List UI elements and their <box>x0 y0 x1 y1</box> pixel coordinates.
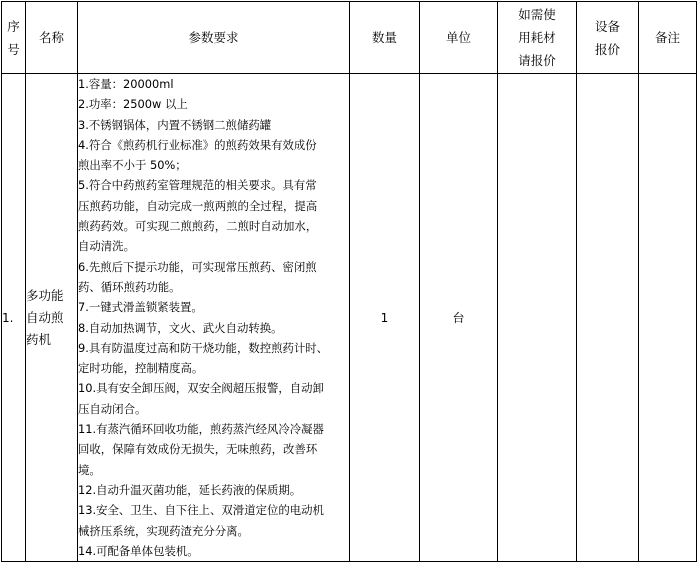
parameter-line: 1.容量：20000ml <box>78 77 174 91</box>
row-remarks-cell <box>639 74 697 562</box>
header-serial-number: 序 号 <box>2 2 26 74</box>
row-parameter-list <box>78 74 350 562</box>
parameter-line: 8.自动加热调节，文火、武火自动转换。 <box>78 320 283 335</box>
header-parameter-requirements: 参数要求 <box>78 2 350 74</box>
parameter-line: 7.一键式滑盖锁紧装置。 <box>78 300 203 315</box>
parameter-line: 定时功能，控制精度高。 <box>78 361 204 376</box>
row-unit: 台 <box>420 74 498 562</box>
header-consumables-quote: 如需使 用耗材 请报价 <box>498 2 577 74</box>
header-name: 名称 <box>26 2 78 74</box>
parameter-line: 13.安全、卫生、自下往上、双滑道定位的电动机 <box>78 503 324 518</box>
parameter-line: 5.符合中药煎药室管理规范的相关要求。具有常 <box>78 178 317 193</box>
parameter-line: 4.符合《煎药机行业标准》的煎药效果有效成份 <box>78 137 317 152</box>
row-consumables-quote-cell <box>498 74 577 562</box>
parameter-line: 3.不锈钢锅体，内置不锈钢二煎储药罐 <box>78 117 272 132</box>
parameter-line: 煎药药效。可实现二煎煎药，二煎时自动加水， <box>78 219 318 234</box>
header-remarks: 备注 <box>639 2 697 74</box>
procurement-spec-table <box>1 1 697 562</box>
parameter-line: 境。 <box>78 462 101 477</box>
table-row <box>2 74 697 562</box>
parameter-line: 9.具有防温度过高和防干烧功能，数控煎药计时、 <box>78 340 329 355</box>
header-row <box>2 2 697 74</box>
parameter-line: 回收，保障有效成份无损失，无味煎药，改善环 <box>78 442 318 457</box>
parameter-line: 药、循环煎药功能。 <box>78 279 181 294</box>
parameter-line: 2.功率：2500w 以上 <box>78 97 188 112</box>
row-equipment-quote-cell <box>577 74 639 562</box>
parameter-line: 12.自动升温灭菌功能，延长药液的保质期。 <box>78 482 302 497</box>
parameter-line: 10.具有安全卸压阀，双安全阀超压报警，自动卸 <box>78 381 324 396</box>
row-serial-number: 1. <box>2 74 26 562</box>
header-equipment-quote: 设备 报价 <box>577 2 639 74</box>
parameter-line: 煎出率不小于 50%； <box>78 158 187 173</box>
parameter-line: 自动清洗。 <box>78 239 135 254</box>
header-unit: 单位 <box>420 2 498 74</box>
row-quantity: 1 <box>350 74 420 562</box>
header-quantity: 数量 <box>350 2 420 74</box>
parameter-line: 压自动闭合。 <box>78 401 147 416</box>
parameter-line: 11.有蒸汽循环回收功能，煎药蒸汽经风冷冷凝器 <box>78 422 324 437</box>
parameter-line: 压煎药功能，自动完成一煎两煎的全过程，提高 <box>78 198 318 213</box>
row-item-name: 多功能 自动煎 药机 <box>26 74 78 562</box>
parameter-line: 14.可配备单体包装机。 <box>78 543 199 558</box>
parameter-line: 6.先煎后下提示功能，可实现常压煎药、密闭煎 <box>78 259 317 274</box>
parameter-line: 械挤压系统，实现药渣充分分离。 <box>78 523 249 538</box>
